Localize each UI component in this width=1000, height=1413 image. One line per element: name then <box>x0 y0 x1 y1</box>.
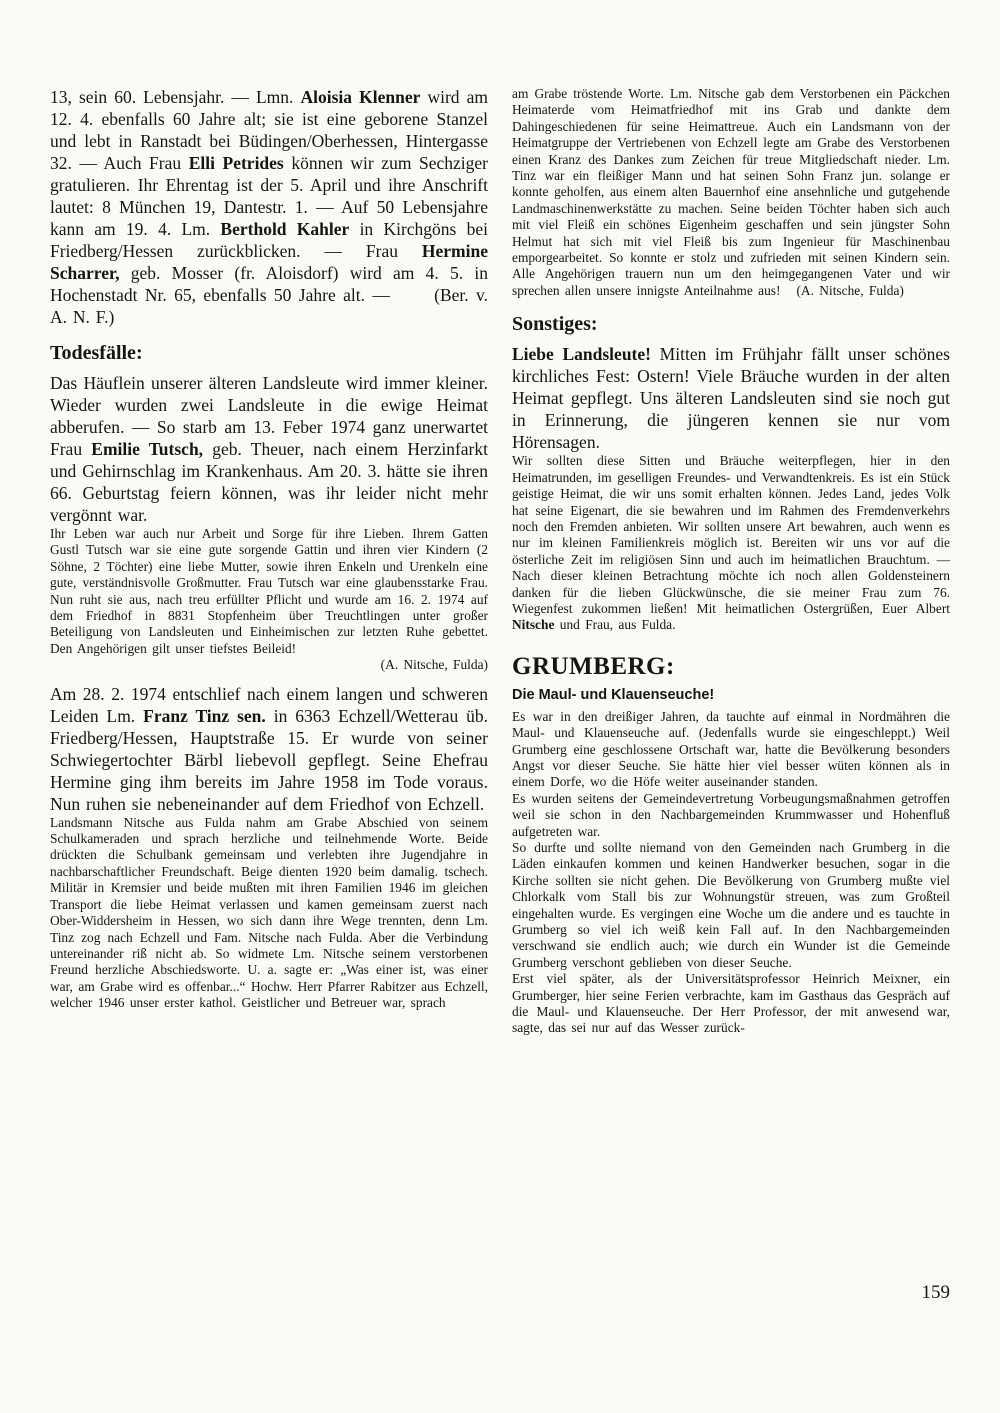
text-run: So durfte und sollte niemand von den Gemeinden nach Grumberg in die Läden einkaufen kommen und keinen Handwerker besuchen, sogar in die Kirche sollten sie nicht gehen. Die Bevölkerung von Grumberg mußte viel Chlorkalk vom Stall bis zur Wohnungstür streuen, was zum Großteil eingehalten wurde. Es vergingen eine Woche um die andere und es tauchte in Grumberg so viel ich weiß kein Fall auf. In den Nachbargemeinden verschwand sie endlich auch; wie durch ein Wunder ist die Gemeinde Grumberg verschont geblieben von dieser Seuche. <box>512 840 950 970</box>
paragraph <box>50 86 488 328</box>
text-run: Hermine Scharrer, <box>50 241 488 283</box>
section <box>50 86 488 328</box>
text-run: (A. Nitsche, Fulda) <box>380 657 488 673</box>
text-run: Wir sollten diese Sitten und Bräuche weiterpflegen, hier in den Heimatrunden, im geselligen Freundes- und Verwandtenkreis. Es ist ein Stück geistige Heimat, die wir uns somit erhalten können. Jedes Land, jedes Volk hat seine Eigenart, die sie bewahren und im Rahmen des Fremdenverkehrs noch den Fremden anbieten. Wir sollten unsere Art bewahren, auch wenn es nur im kleinen Familienkreis möglich ist. Bereiten wir uns vor auf die österliche Zeit im religiösen Sinn und auch im heimatlichen Brauchtum. — Nach dieser kleinen Betrachtung möchte ich noch allen Goldensteinern danken für die lieben Glückwünsche, die sie meiner Frau zum 76. Wiegenfest zukommen ließen! Mit heimatlichen Ostergrüßen, Euer Albert <box>512 453 950 616</box>
paragraph <box>512 86 950 299</box>
section <box>512 312 950 633</box>
paragraph <box>50 815 488 1012</box>
text-run: Berthold Kahler <box>220 219 350 239</box>
paragraph <box>512 453 950 633</box>
text-run: Ihr Leben war auch nur Arbeit und Sorge für ihre Lieben. Ihrem Gatten Gustl Tutsch war sie eine gute sorgende Gattin und ihren vier Kindern (2 Söhne, 2 Töchter) eine liebe Mutter, sowie ihren Enkeln und Urenkeln eine gute, verständnisvolle Großmutter. Frau Tutsch war eine glaubensstarke Frau. Nun ruht sie aus, nach treu erfüllter Pflicht und wurde am 16. 2. 1974 auf dem Friedhof in 8831 Stopfenheim über Treuchtlingen unter großer Beteiligung von Landsleuten und Einheimischen zur letzten Ruhe gebettet. Den Angehörigen gilt unser tiefstes Beileid! <box>50 526 488 656</box>
section <box>512 86 950 299</box>
text-run: Emilie Tutsch, <box>91 439 204 459</box>
text-run: Es wurden seitens der Gemeindevertretung Vorbeugungsmaßnahmen getroffen weil sie schon in den Nachbargemeinden Krummwasser und Hohenfluß aufgetreten war. <box>512 790 950 839</box>
text-run: Franz Tinz sen. <box>143 705 266 726</box>
text-run: Das Häuflein unserer älteren Landsleute wird immer kleiner. Wieder wurden zwei Landsleute in die ewige Heimat abberufen. — So starb am 13. Feber 1974 ganz unerwartet Frau <box>50 373 488 459</box>
paragraph <box>512 791 950 840</box>
page-number: 159 <box>921 1282 950 1303</box>
section-heading: GRUMBERG: <box>512 652 675 680</box>
text-run: Mitten im Frühjahr fällt unser schönes kirchliches Fest: Ostern! Viele Bräuche wurden in der alten Heimat gepflegt. Uns älteren Landsleuten sind sie noch gut in Erinnerung, die jüngeren kennen sie nur vom Hörensagen. <box>512 344 950 453</box>
left-column <box>50 86 488 1012</box>
paragraph <box>50 526 488 657</box>
paragraph <box>512 343 950 453</box>
section-heading: Todesfälle: <box>50 342 143 364</box>
text-run: Am 28. 2. 1974 entschlief nach einem langen und schweren Leiden Lm. <box>50 683 488 726</box>
paragraph <box>512 971 950 1037</box>
text-run: geb. Theuer, nach einem Herzinfarkt und Gehirnschlag im Krankenhaus. Am 20. 3. hätte sie ihren 66. Geburtstag feiern können, was ihr leider nicht mehr vergönnt war. <box>50 439 488 525</box>
paragraph <box>50 657 488 673</box>
text-run: am Grabe tröstende Worte. Lm. Nitsche gab dem Verstorbenen ein Päckchen Heimaterde vom Heimatfriedhof mit ins Grab und dankte dem Dahingeschiedenen für seine Heimattreue. Auch ein Landsmann von der Heimatgruppe der Vertriebenen von Echzell legte am Grabe des Verstorbenen einen Kranz des Dankes zum Zeichen für treue Mitgliedschaft nieder. Lm. Tinz war ein fleißiger Mann und hat seinen Sohn Franz jun. solange er konnte geholfen, aus einem alten Bauernhof eine ansehnliche und gutgehende Landmaschinenwerkstätte zu machen. Seine beiden Töchter haben sich auch mit viel Fleiß ein schönes Eigenheim geschaffen und sein jüngster Sohn Helmut hat sich mit viel Fleiß bis zum Ingenieur für Maschinenbau emporgearbeitet. So konnte er stolz und zufrieden mit seinen Kindern sein. Alle Angehörigen trauern nun um den heimgegangenen Vater und wir sprechen allen unsere innigste Anteilnahme aus! (A. Nitsche, Fulda) <box>512 86 950 298</box>
text-run: Erst viel später, als der Universitätsprofessor Heinrich Meixner, ein Grumberger, hier seine Ferien verbrachte, kam im Gasthaus das Gespräch auf die Maul- und Klauenseuche. Der Herr Professor, der mit anwesend war, sagte, das sei nur auf das Wesser zurück- <box>512 971 950 1036</box>
text-run: wird am 12. 4. ebenfalls 60 Jahre alt; sie ist eine geborene Stanzel und lebt in Ranstadt bei Büdingen/Oberhessen, Hintergasse 32. — Auch Frau <box>50 87 488 173</box>
paragraph <box>512 840 950 971</box>
text-run: Elli Petrides <box>188 153 284 173</box>
text-run: geb. Mosser (fr. Aloisdorf) wird am 4. 5. in Hochenstadt Nr. 65, ebenfalls 50 Jahre alt. — (Ber. v. A. N. F.) <box>50 263 488 327</box>
section <box>512 652 950 1037</box>
section <box>50 341 488 1012</box>
paragraph <box>50 683 488 815</box>
paragraph <box>50 372 488 526</box>
text-run: können wir zum Sechziger gratulieren. Ihr Ehrentag ist der 5. April und ihre Anschrift lautet: 8 München 19, Dantestr. 1. — Auf 50 Lebensjahre kann am 19. 4. Lm. <box>50 153 489 239</box>
text-run: in Kirchgöns bei Friedberg/Hessen zurückblicken. — Frau <box>50 219 488 261</box>
section-heading: Sonstiges: <box>512 313 598 336</box>
text-run: in 6363 Echzell/Wetterau üb. Friedberg/Hessen, Hauptstraße 15. Er wurde von seiner Schwiegertochter Bärbl liebevoll gepflegt. Seine Ehefrau Hermine ging ihm bereits im Jahre 1958 im Tode voraus. Nun ruhen sie nebeneinander auf dem Friedhof von Echzell. <box>50 705 489 814</box>
right-column <box>512 86 950 1037</box>
text-run: Es war in den dreißiger Jahren, da tauchte auf einmal in Nordmähren die Maul- und Klauenseuche auf. (Jedenfalls wurde sie eingeschleppt.) Weil Grumberg eine geschlossene Ortschaft war, hatte die Bevölkerung besonders Angst vor dieser Seuche. Sie hätte hier viel besser wüten können als in einem Dorfe, wo die Höfe weiter auseinander standen. <box>512 708 950 790</box>
text-run: Landsmann Nitsche aus Fulda nahm am Grabe Abschied von seinem Schulkameraden und sprach herzliche und teilnehmende Worte. Beide drückten die Schulbank gemeinsam und verlebten ihre Jugendjahre in nachbarschaftlicher Freundschaft. Beige dienten 1920 beim damalig. tschech. Militär in Kremsier und beide mußten mit ihren Familien 1946 im gleichen Transport die liebe Heimat verlassen und kamen gemeinsam zuerst nach Ober-Widdersheim in Hessen, wo sich dann ihre Wege trennten, denn Lm. Tinz zog nach Echzell und Fam. Nitsche nach Fulda. Aber die Verbindung untereinander riß nicht ab. So widmete Lm. Nitsche seinem verstorbenen Freund herzliche Abschiedsworte. U. a. sagte er: „Was einer ist, was einer war, am Grabe wird es offenbar...“ Hochw. Herr Pfarrer Rabitzer aus Echzell, welcher 1946 unser erster kathol. Geistlicher und Betreuer war, sprach <box>50 814 488 1011</box>
section-subheading: Die Maul- und Klauenseuche! <box>512 686 715 703</box>
text-run: Liebe Landsleute! <box>512 344 651 365</box>
text-run: Nitsche <box>512 617 555 633</box>
text-run: und Frau, aus Fulda. <box>554 617 676 633</box>
paragraph <box>512 709 950 791</box>
text-run: 13, sein 60. Lebensjahr. — Lmn. <box>50 87 301 107</box>
text-run: Aloisia Klenner <box>300 87 421 107</box>
